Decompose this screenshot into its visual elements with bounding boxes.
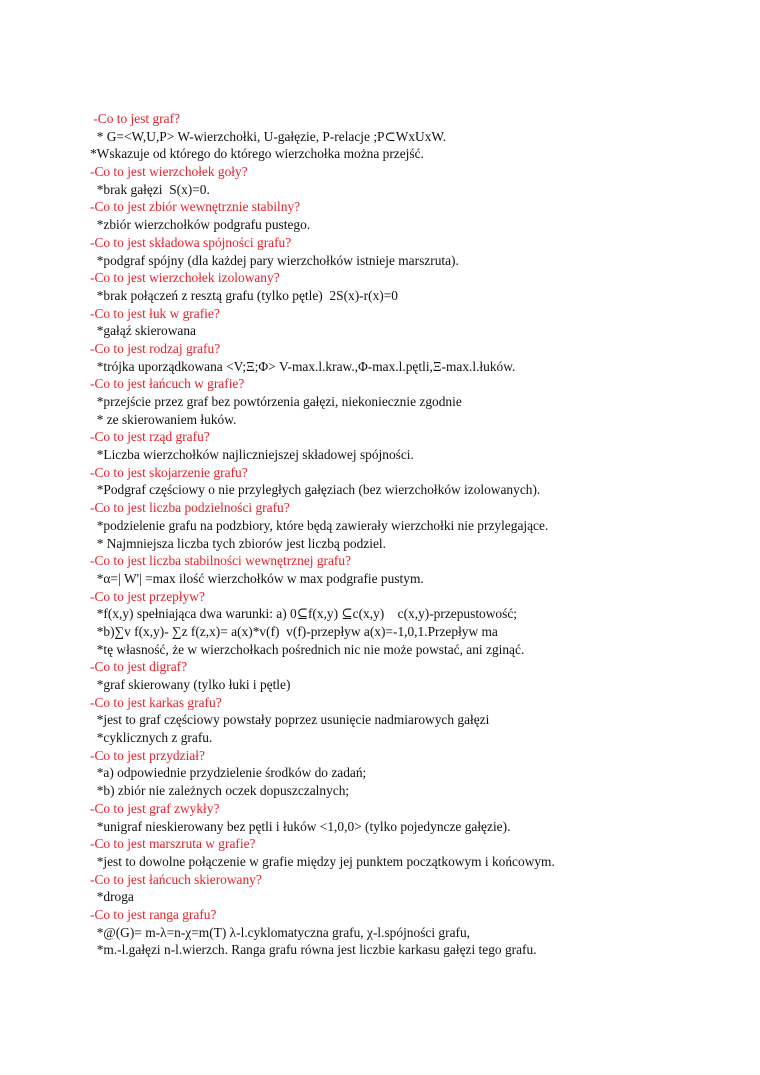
question-line: -Co to jest liczba stabilności wewnętrznej grafu? (90, 553, 352, 569)
answer-line: *Wskazuje od którego do którego wierzchołka można przejść. (90, 146, 424, 162)
answer-line: *Liczba wierzchołków najliczniejszej składowej spójności. (90, 447, 414, 463)
question-line: -Co to jest łańcuch skierowany? (90, 871, 262, 887)
qa-list (90, 110, 750, 959)
question-line: -Co to jest przepływ? (90, 588, 205, 604)
question-line: -Co to jest rodzaj grafu? (90, 340, 221, 356)
answer-line: *b) zbiór nie zależnych oczek dopuszczalnych; (90, 783, 350, 799)
answer-line: *Podgraf częściowy o nie przyległych gałęziach (bez wierzchołków izolowanych). (90, 482, 541, 498)
answer-line: *przejście przez graf bez powtórzenia gałęzi, niekoniecznie zgodnie (90, 394, 462, 409)
question-line: -Co to jest łuk w grafie? (90, 305, 220, 321)
question-line: -Co to jest przydział? (90, 747, 205, 763)
answer-line: *jest to graf częściowy powstały poprzez usunięcie nadmiarowych gałęzi (90, 712, 490, 728)
answer-line: *jest to dowolne połączenie w grafie między jej punktem początkowym i końcowym. (90, 853, 555, 869)
question-line: -Co to jest marszruta w grafie? (90, 836, 256, 852)
question-line: -Co to jest graf? (90, 111, 180, 126)
answer-line: *podgraf spójny (dla każdej pary wierzchołków istnieje marszruta). (90, 252, 459, 268)
answer-line: *@(G)= m-λ=n-χ=m(T) λ-l.cyklomatyczna grafu, χ-l.spójności grafu, (90, 924, 471, 940)
answer-line: *m.-l.gałęzi n-l.wierzch. Ranga grafu równa jest liczbie karkasu gałęzi tego grafu. (90, 942, 537, 958)
question-line: -Co to jest wierzchołek izolowany? (90, 270, 280, 286)
question-line: -Co to jest skojarzenie grafu? (90, 464, 248, 480)
question-line: -Co to jest zbiór wewnętrznie stabilny? (90, 199, 301, 215)
answer-line: *tę własność, że w wierzchołkach pośrednich nic nie może powstać, ani zginąć. (90, 641, 525, 657)
answer-line: * G=<W,U,P> W-wierzchołki, U-gałęzie, P-relacje ;P⊂WxUxW. (90, 128, 447, 144)
answer-line: *zbiór wierzchołków podgrafu pustego. (90, 217, 311, 233)
question-line: -Co to jest wierzchołek goły? (90, 164, 248, 180)
answer-line: *a) odpowiednie przydzielenie środków do zadań; (90, 765, 367, 781)
question-line: -Co to jest karkas grafu? (90, 694, 222, 710)
answer-line: *brak gałęzi S(x)=0. (90, 181, 210, 197)
question-line: -Co to jest digraf? (90, 659, 188, 675)
answer-line: * ze skierowaniem łuków. (90, 411, 237, 427)
answer-line: *α=| W'| =max ilość wierzchołków w max podgrafie pustym. (90, 570, 424, 586)
answer-line: *gałąź skierowana (90, 323, 196, 339)
question-line: -Co to jest rząd grafu? (90, 429, 210, 445)
question-line: -Co to jest liczba podzielności grafu? (90, 500, 290, 516)
answer-line: *trójka uporządkowana <V;Ξ;Φ> V-max.l.kraw.,Φ-max.l.pętli,Ξ-max.l.łuków. (90, 358, 516, 374)
answer-line: *droga (90, 889, 134, 905)
answer-line: *cyklicznych z grafu. (90, 730, 213, 746)
answer-line: * Najmniejsza liczba tych zbiorów jest liczbą podziel. (90, 535, 386, 551)
question-line: -Co to jest ranga grafu? (90, 906, 217, 922)
question-line: -Co to jest graf zwykły? (90, 800, 220, 816)
answer-line: *b)∑v f(x,y)- ∑z f(z,x)= a(x)*v(f) v(f)-przepływ a(x)=-1,0,1.Przepływ ma (90, 623, 498, 639)
question-line: -Co to jest składowa spójności grafu? (90, 234, 292, 250)
answer-line: *graf skierowany (tylko łuki i pętle) (90, 677, 291, 692)
answer-line: *brak połączeń z resztą grafu (tylko pętle) 2S(x)-r(x)=0 (90, 287, 398, 303)
answer-line: *podzielenie grafu na podzbiory, które będą zawierały wierzchołki nie przylegające. (90, 517, 549, 533)
answer-line: *f(x,y) spełniająca dwa warunki: a) 0⊆f(x,y) ⊆c(x,y) c(x,y)-przepustowość; (90, 606, 517, 622)
question-line: -Co to jest łańcuch w grafie? (90, 376, 245, 392)
answer-line: *unigraf nieskierowany bez pętli i łuków <1,0,0> (tylko pojedyncze gałęzie). (90, 818, 511, 834)
